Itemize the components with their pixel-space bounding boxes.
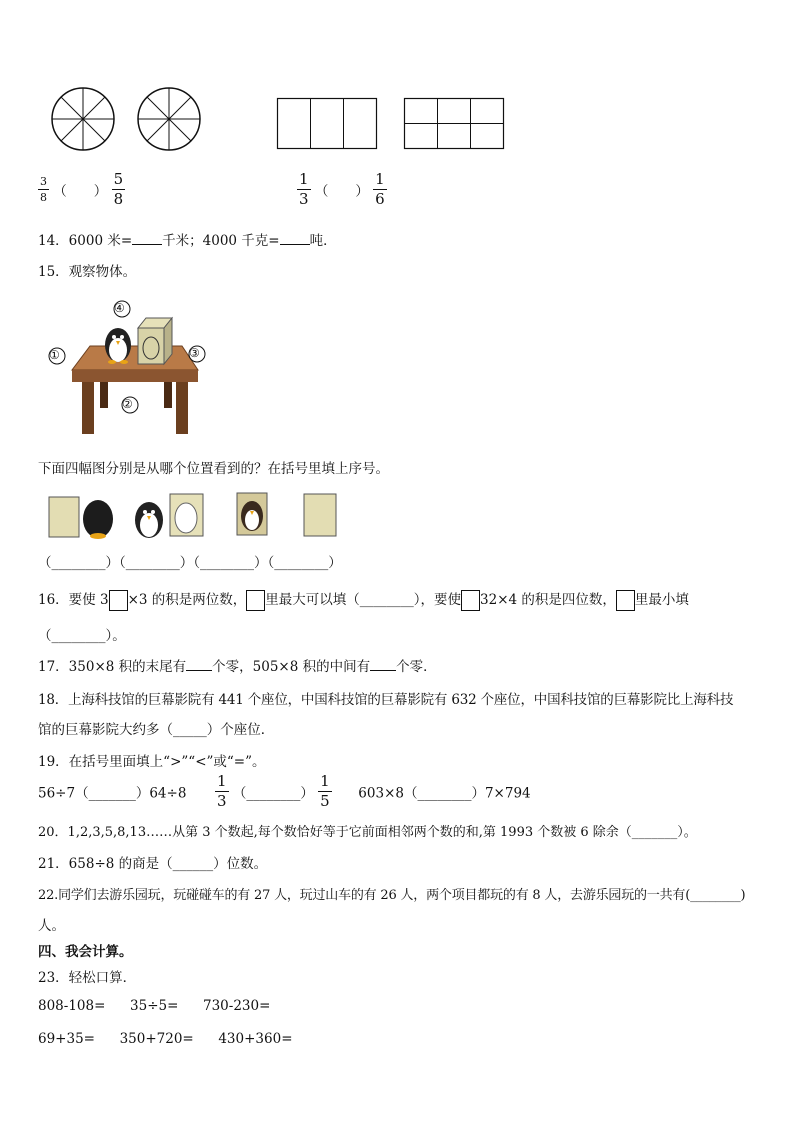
section-4-title: 四、我会计算。 xyxy=(38,944,133,960)
view-label-4: ④ xyxy=(114,301,125,315)
q20: 20．1,2,3,5,8,13……从第 3 个数起,每个数恰好等于它前面相邻两个数的和,第 1993 个数被 6 除余（_______）。 xyxy=(38,825,697,840)
q16-box-4[interactable] xyxy=(616,590,635,611)
q14-blank-1[interactable] xyxy=(132,232,162,245)
fraction-3-8: $\frac{3}{8}$ xyxy=(40,175,47,204)
q18-line1: 18．上海科技馆的巨幕影院有 441 个座位，中国科技馆的巨幕影院有 632 个座位，中国科技馆的巨幕影院比上海科技 xyxy=(38,692,734,708)
q15-instruction: 下面四幅图分别是从哪个位置看到的？在括号里填上序号。 xyxy=(38,461,389,477)
q13-left-compare xyxy=(38,172,125,207)
q18-line2: 馆的巨幕影院大约多（_____）个座位． xyxy=(38,722,275,738)
q19-expr-2-blank[interactable]: （________） xyxy=(232,785,314,802)
view-b-penguin-front-and-cube xyxy=(132,492,206,540)
q19-expr-3[interactable]: 603×8（________）7×794 xyxy=(358,785,531,802)
fraction-1-3: $\frac{1}{3}$ xyxy=(299,170,309,208)
fraction-1-6: $\frac{1}{6}$ xyxy=(375,170,385,208)
circle-eighths-1 xyxy=(50,86,116,152)
q17-blank-1[interactable] xyxy=(186,658,212,671)
calc-item[interactable]: 430+360= xyxy=(218,1031,293,1047)
q23-title: 23．轻松口算． xyxy=(38,970,137,986)
view-d-cube-only xyxy=(303,493,337,537)
view-c-penguin-in-cube xyxy=(236,492,268,536)
q23-row1 xyxy=(38,998,270,1014)
calc-item[interactable]: 808-108= xyxy=(38,998,106,1014)
q13-right-blank[interactable]: （ ） xyxy=(314,183,369,200)
q15-answer-blanks[interactable]: （________）（________）（________）（________） xyxy=(38,555,342,571)
q16-line1: 16．要使 3 ×3 的积是两位数， 里最大可以填（________），要使 32×4 的积是四位数， 里最小填 xyxy=(38,588,689,611)
q17-blank-2[interactable] xyxy=(370,658,396,671)
q19-expr-1[interactable]: 56÷7（_______）64÷8 xyxy=(38,785,187,802)
view-label-1: ① xyxy=(49,348,60,362)
q14: 14．6000 米= 千米；4000 千克= 吨． xyxy=(38,233,337,249)
view-label-2: ② xyxy=(122,397,133,411)
table-with-penguin-and-cube xyxy=(42,298,222,438)
fraction-5-8: $\frac{5}{8}$ xyxy=(113,170,124,208)
q13-right-compare xyxy=(297,172,387,207)
q16-line2[interactable]: （________）。 xyxy=(38,628,126,644)
fraction-one-fifth: $\frac{1}{5}$ xyxy=(320,772,330,810)
rect-thirds xyxy=(277,98,377,149)
q17: 17．350×8 积的末尾有 个零，505×8 积的中间有 个零． xyxy=(38,659,437,675)
q21: 21．658÷8 的商是（______）位数。 xyxy=(38,856,268,872)
q16-box-1[interactable] xyxy=(109,590,128,611)
q22-line1: 22.同学们去游乐园玩，玩碰碰车的有 27 人，玩过山车的有 26 人，两个项目都玩的有 8 人，去游乐园玩的一共有(________) xyxy=(38,888,746,903)
q19-title: 19．在括号里面填上“>”“<”或“=”。 xyxy=(38,754,266,770)
q23-row2 xyxy=(38,1031,293,1047)
view-label-3: ③ xyxy=(189,346,200,360)
view-a-cube-and-penguin-back xyxy=(48,494,118,540)
fraction-one-third: $\frac{1}{3}$ xyxy=(217,772,227,810)
q19-expressions xyxy=(38,774,531,809)
q22-line2: 人。 xyxy=(38,918,65,934)
calc-item[interactable]: 69+35= xyxy=(38,1031,95,1047)
calc-item[interactable]: 350+720= xyxy=(119,1031,194,1047)
circle-eighths-2 xyxy=(136,86,202,152)
q13-left-blank[interactable]: （ ） xyxy=(53,183,108,200)
q16-box-2[interactable] xyxy=(246,590,265,611)
calc-item[interactable]: 35÷5= xyxy=(130,998,179,1014)
q15-title: 15．观察物体。 xyxy=(38,264,137,280)
q16-box-3[interactable] xyxy=(461,590,480,611)
q14-blank-2[interactable] xyxy=(280,232,310,245)
calc-item[interactable]: 730-230= xyxy=(203,998,271,1014)
rect-sixths xyxy=(404,98,504,149)
